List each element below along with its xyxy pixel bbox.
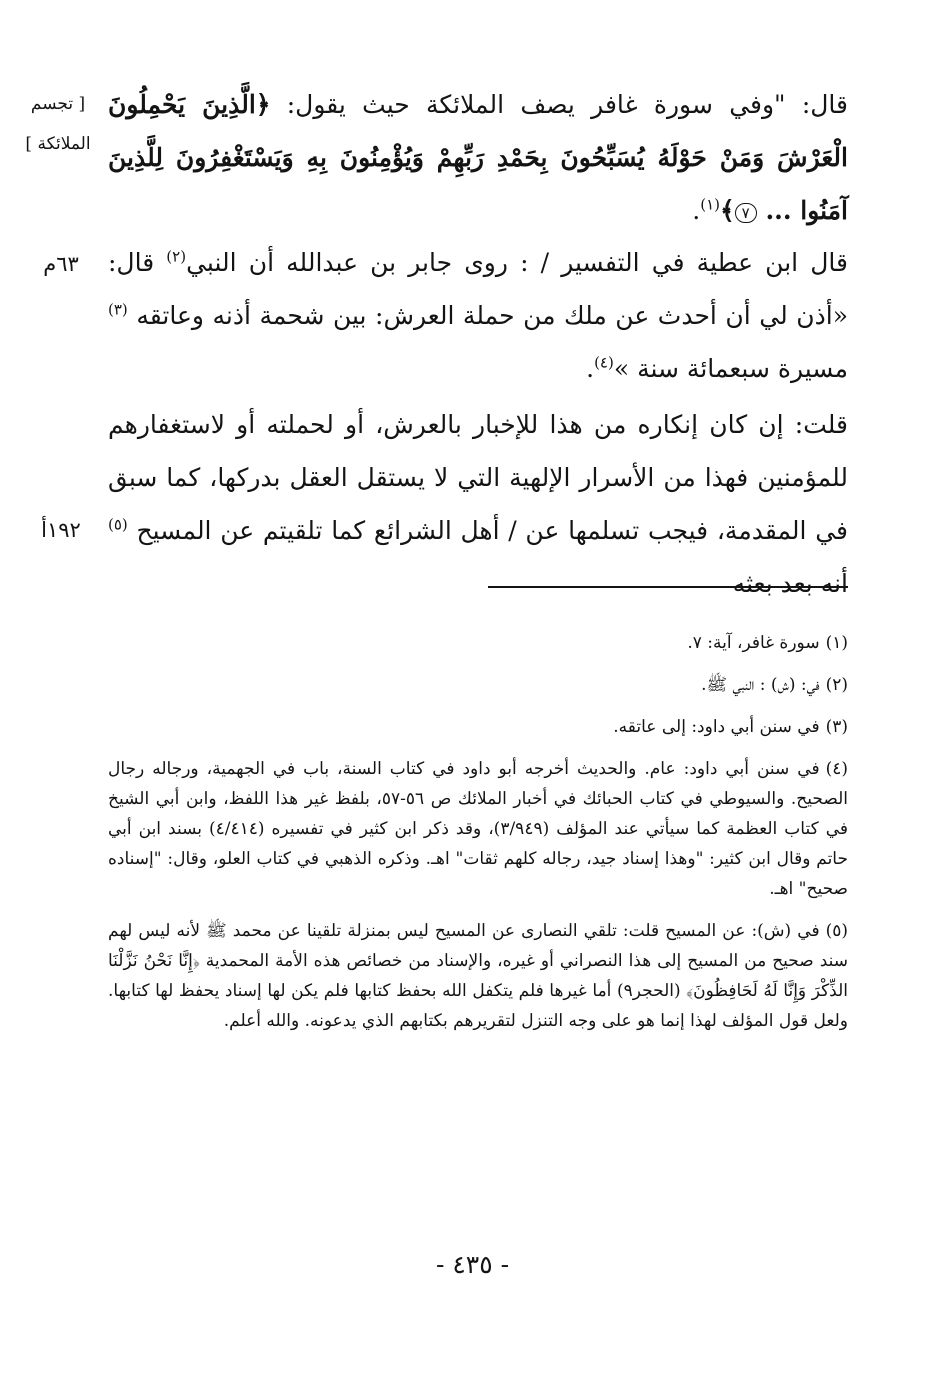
footnote-number: (٢) bbox=[825, 675, 848, 695]
paragraph-2-part-a: قال ابن عطية في التفسير / : روى جابر بن عبدالله أن النبي bbox=[186, 248, 848, 277]
footnote-ref-5: (٥) bbox=[108, 515, 128, 534]
margin-note-topic: [ تجسم الملائكة ] bbox=[25, 94, 91, 154]
footnote-text: في سنن أبي داود: عام. والحديث أخرجه أبو داود في كتاب السنة، باب في الجهمية، ورجاله رجال الصحيح. والسيوطي في كتاب الحبائك في أخبار الملائك ص ٥٦-٥٧، بلفظ غير هذا اللفظ، وابن أبي الشيخ في كتاب العظمة كما سيأتي عند المؤلف (٣/٩٤٩)، وقد ذكر ابن كثير في تفسيره (٤/٤١٤) بسند ابن أبي حاتم وقال ابن كثير: "وهذا إسناد جيد، رجاله كلهم ثقات" اهـ. وذكره الذهبي في كتاب العلو، وقال: "إسناده صحيح" اهـ. bbox=[108, 759, 848, 899]
footnote-text: سورة غافر، آية: ٧. bbox=[687, 633, 820, 653]
footnote-number: (٤) bbox=[825, 759, 848, 779]
footnote-3 bbox=[108, 712, 848, 742]
footnote-text: في سنن أبي داود: إلى عاتقه. bbox=[613, 717, 820, 737]
paragraph-2-part-b: قال: «أذن لي أن أحدث عن ملك من حملة العرش: بين شحمة أذنه وعاتقه bbox=[108, 248, 848, 330]
footnote-ref-1: (١) bbox=[700, 195, 721, 214]
paragraph-3-part-b: أنه بعد بعثه bbox=[732, 569, 848, 598]
footnotes-section bbox=[108, 628, 848, 1048]
footnote-2 bbox=[108, 670, 848, 700]
footnote-number: (٥) bbox=[825, 921, 848, 941]
footnote-text: في (ش): عن المسيح قلت: تلقي النصارى عن المسيح ليس بمنزلة تلقينا عن محمد ﷺ لأنه ليس لهم سند صحيح من المسيح إلى هذا النصراني أو غيره، والإسناد من خصائص هذه الأمة المحمدية ﴿إِنَّا نَحْنُ نَزَّلْنَا الذِّكْرَ وَإِنَّا لَهُ لَحَافِظُونَ﴾ (الحجر٩) أما غيرها فلم يتكفل الله بحفظ كتابها فلم يكن لها إسناد يحفظ لها كتابها. ولعل قول المؤلف لهذا إنما هو على وجه التنزل لتقريرهم بكتابهم الذي يدعونه. والله أعلم. bbox=[108, 921, 849, 1031]
paragraph-1 bbox=[108, 78, 848, 237]
paragraph-2-end: . bbox=[586, 354, 595, 383]
ayah-number-mark: ٧ bbox=[735, 203, 757, 223]
footnote-number: (٣) bbox=[825, 717, 848, 737]
margin-note-ref-63m: ٦٣م bbox=[43, 252, 79, 276]
footnote-5 bbox=[108, 916, 848, 1036]
paragraph-2-part-c: مسيرة سبعمائة سنة » bbox=[613, 354, 848, 383]
footnote-number: (١) bbox=[825, 633, 848, 653]
quran-close-bracket: ﴾ bbox=[720, 196, 735, 225]
footnote-ref-2: (٢) bbox=[166, 247, 187, 266]
paragraph-2 bbox=[108, 236, 848, 395]
paragraph-3-part-a: قلت: إن كان إنكاره من هذا للإخبار بالعرش، أو لحملته أو لاستغفارهم للمؤمنين فهذا من الأسرار الإلهية التي لا يستقل العقل بدركها، كما سبق في المقدمة، فيجب تسلمها عن / أهل الشرائع كما تلقيتم عن المسيح bbox=[108, 410, 848, 545]
paragraph-3 bbox=[108, 398, 848, 610]
paragraph-1-end: . bbox=[692, 196, 701, 225]
page-number: - ٤٣٥ - bbox=[435, 1250, 510, 1279]
paragraph-1-intro: قال: "وفي سورة غافر يصف الملائكة حيث يقول: bbox=[270, 90, 848, 119]
footnote-ref-4: (٤) bbox=[594, 353, 614, 372]
margin-note-ref-192a: ١٩٢أ bbox=[41, 518, 81, 542]
footnote-separator-line bbox=[488, 586, 848, 588]
footnote-1 bbox=[108, 628, 848, 658]
footnote-ref-3: (٣) bbox=[108, 300, 128, 319]
footnote-text: في: (ش) : النبي ﷺ. bbox=[701, 675, 820, 695]
footnote-4 bbox=[108, 754, 848, 904]
quran-verse-ghafir: ﴿الَّذِينَ يَحْمِلُونَ الْعَرْشَ وَمَنْ حَوْلَهُ يُسَبِّحُونَ بِحَمْدِ رَبِّهِمْ وَيُؤْمِنُونَ بِهِ وَيَسْتَغْفِرُونَ لِلَّذِينَ آمَنُوا ... bbox=[108, 90, 848, 225]
